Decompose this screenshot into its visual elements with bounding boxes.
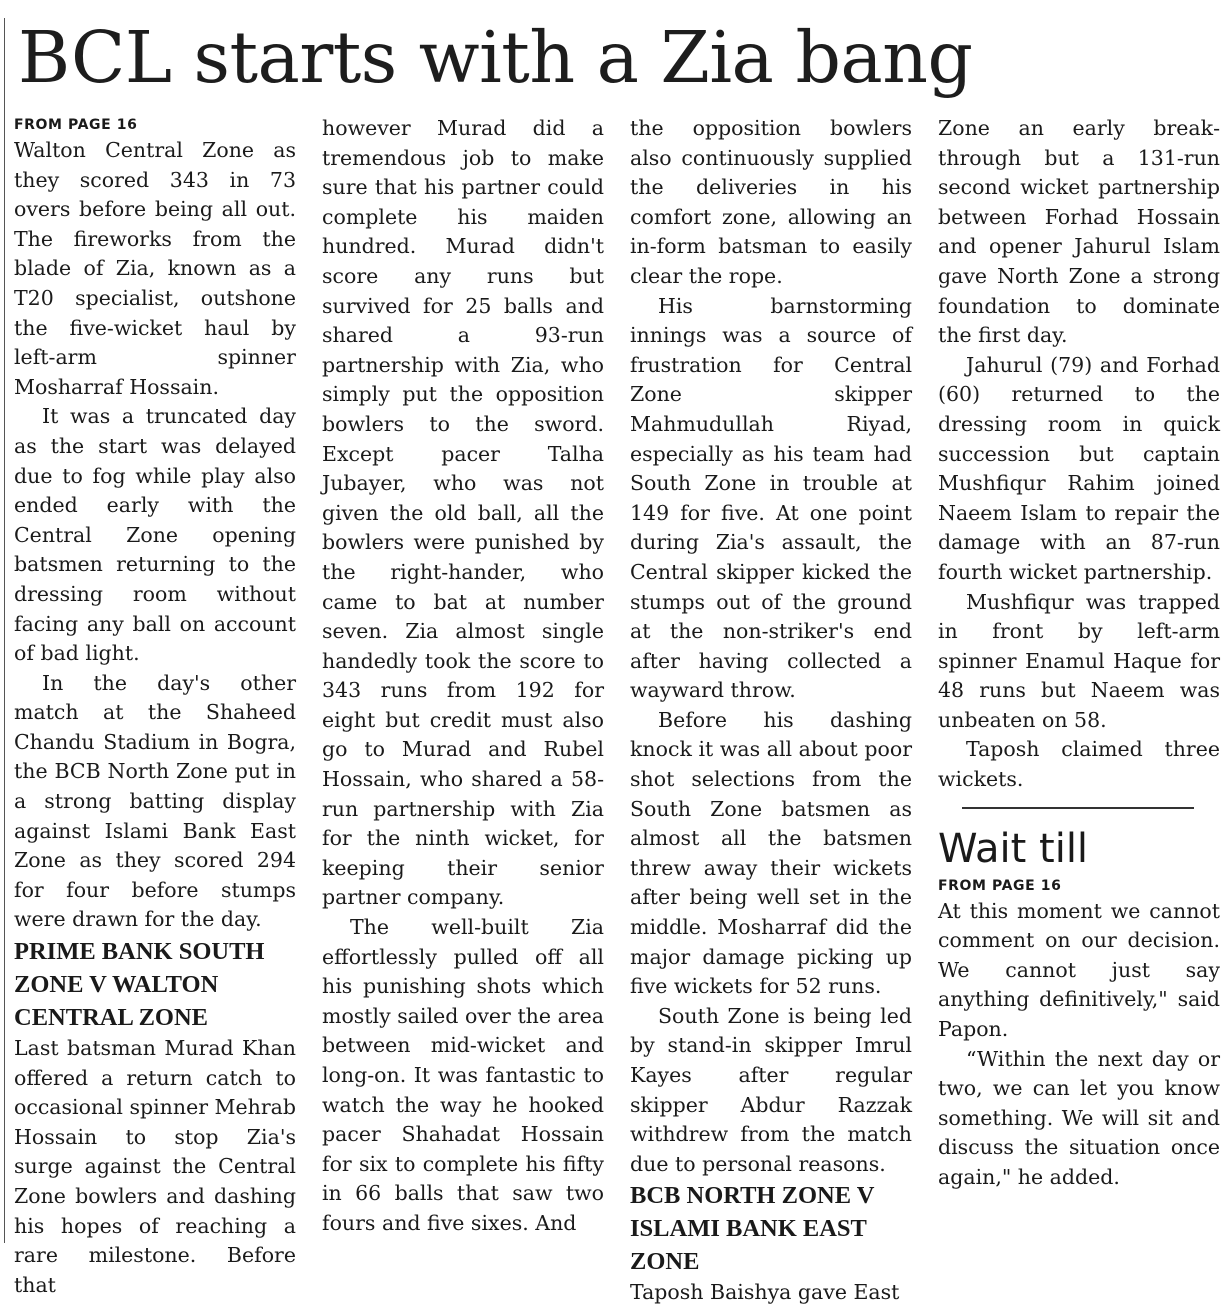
second-story-headline: Wait till: [938, 825, 1089, 872]
column-4: [938, 114, 1220, 1244]
second-story-jump-label: FROM PAGE 16: [938, 877, 1062, 894]
column-2: [322, 114, 604, 1244]
paragraph-4-part-2: however Murad did a tremendous job to make sure that his partner could complete his maiden hundred. Murad didn't score any runs but survived for 25 balls and shared a 93-run partnership with Zia, who simply put the opposition bowlers to the sword. Except pacer Talha Jubayer, who was not given the old ball, all the bowlers were punished by the right-hander, who came to bat at number seven. Zia almost single handedly took the score to 343 runs from 192 for eight but credit must also go to Murad and Rubel Hossain, who shared a 58-run partnership with Zia for the ninth wicket, for keeping their senior partner company.: [322, 116, 604, 910]
paragraph-9-part-2: Zone an early breakthrough but a 131-run second wicket partnership between Forhad Hossain and opener Jahurul Islam gave North Zone a strong foundation to dominate the first day.: [938, 116, 1220, 348]
paragraph-10: Jahurul (79) and Forhad (60) returned to the dressing room in quick succession but captain Mushfiqur Rahim joined Naeem Islam to repair the damage with an 87-run fourth wicket partnership.: [938, 352, 1220, 584]
paragraph-9-part-1: Taposh Baishya gave East: [630, 1280, 900, 1305]
paragraph-6: His barnstorming innings was a source of frustration for Central Zone skipper Mahmudullah Riyad, especially as his team had South Zone in trouble at 149 for five. At one point during Zia's assault, the Central skipper kicked the stumps out of the ground at the non-striker's end after having collected a wayward throw.: [630, 293, 912, 703]
paragraph-11: Mushfiqur was trapped in front by left-arm spinner Enamul Haque for 48 runs but Naeem was unbeaten on 58.: [938, 589, 1220, 732]
column-1: [14, 114, 296, 1297]
column-3: [630, 114, 912, 1305]
story-divider: [962, 807, 1194, 809]
left-column-rule: [4, 18, 5, 1243]
page-headline: BCL starts with a Zia bang: [18, 16, 973, 99]
second-story-paragraph-2: “Within the next day or two, we can let you know something. We will sit and discuss the situation once again," he added.: [938, 1046, 1220, 1189]
paragraph-5-part-1: The well-built Zia effortlessly pulled off all his punishing shots which mostly sailed over the area between mid-wicket and long-on. It was fantastic to watch the way he hooked pacer Shahadat Hossain for six to complete his fifty in 66 balls that saw two fours and five sixes. And: [322, 915, 604, 1235]
jump-label: FROM PAGE 16: [14, 117, 138, 133]
paragraph-1: Walton Central Zone as they scored 343 in 73 overs before being all out. The fireworks from the blade of Zia, known as a T20 specialist, outshone the five-wicket haul by left-arm spinner Mosharraf Hossain.: [14, 138, 296, 399]
paragraph-4-part-1: Last batsman Murad Khan offered a return catch to occasional spinner Mehrab Hossain to stop Zia's surge against the Central Zone bowlers and dashing his hopes of reaching a rare milestone. Before that: [14, 1036, 296, 1297]
paragraph-7: Before his dashing knock it was all about poor shot selections from the South Zone batsmen as almost all the batsmen threw away their wickets after being well set in the middle. Mosharraf did the major damage picking up five wickets for 52 runs.: [630, 707, 912, 999]
paragraph-2: It was a truncated day as the start was delayed due to fog while play also ended early with the Central Zone opening batsmen returning to the dressing room without facing any ball on account of bad light.: [14, 404, 296, 666]
subhead-north-v-east: BCB NORTH ZONE V ISLAMI BANK EAST ZONE: [630, 1182, 874, 1276]
paragraph-3: In the day's other match at the Shaheed Chandu Stadium in Bogra, the BCB North Zone put in a strong batting display against Islami Bank East Zone as they scored 294 for four before stumps were drawn for the day.: [14, 670, 296, 932]
paragraph-8: South Zone is being led by stand-in skipper Imrul Kayes after regular skipper Abdur Razzak withdrew from the match due to personal reasons.: [630, 1003, 912, 1176]
paragraph-12: Taposh claimed three wickets.: [938, 737, 1220, 792]
paragraph-5-part-2: the opposition bowlers also continuously supplied the deliveries in his comfort zone, allowing an in-form batsman to easily clear the rope.: [630, 116, 912, 288]
second-story-paragraph-1: At this moment we cannot comment on our decision. We cannot just say anything definitively," said Papon.: [938, 898, 1220, 1042]
subhead-south-v-central: PRIME BANK SOUTH ZONE V WALTON CENTRAL ZONE: [14, 938, 265, 1032]
